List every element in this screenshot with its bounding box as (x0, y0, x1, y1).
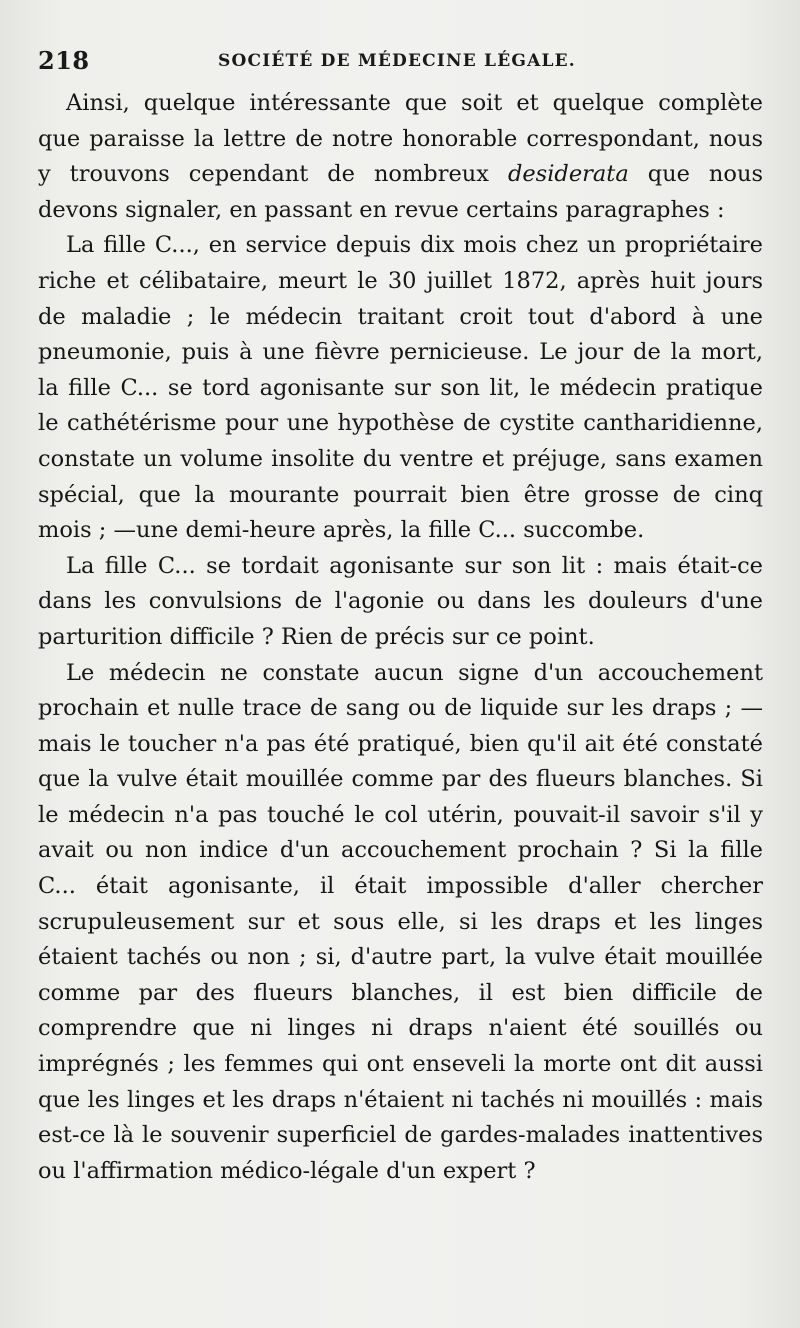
paragraph-agony-question: La fille C... se tordait agonisante sur son lit : mais était-ce dans les convulsions de l'agonie ou dans les douleurs d'une parturition difficile ? Rien de précis sur ce point. (38, 552, 763, 650)
paragraph-case-summary: La fille C..., en service depuis dix mois chez un propriétaire riche et célibataire, meurt le 30 juillet 1872, après huit jours de maladie ; le médecin traitant croit tout d'abord à une pneumonie, puis à une fièvre pernicieuse. Le jour de la mort, la fille C... se tord agonisante sur son lit, le médecin pratique le cathétérisme pour une hypothèse de cystite cantharidienne, constate un volume insolite du ventre et préjuge, sans examen spécial, que la mourante pourrait bien être grosse de cinq mois ; —une demi-heure après, la fille C... succombe. (38, 232, 763, 544)
paragraph-text: Ainsi, quelque intéressante que soit et quelque complète que paraisse la lettre de notre honorable correspondant, nous y trouvons cependant de nombreux (38, 90, 763, 188)
italic-term: desiderata (507, 161, 629, 188)
running-title: SOCIÉTÉ DE MÉDECINE LÉGALE. (218, 51, 576, 71)
paragraph-text: que nous devons signaler, en passant en revue certains paragraphes : (38, 161, 764, 223)
paragraph-examination: Le médecin ne constate aucun signe d'un accouchement prochain et nulle trace de sang ou de liquide sur les draps ; — mais le toucher n'a pas été pratiqué, bien qu'il ait été constaté que la vulve était mouillée comme par des flueurs blanches. Si le médecin n'a pas touché le col utérin, pouvait-il savoir s'il y avait ou non indice d'un accouchement prochain ? Si la fille C... était agonisante, il était impossible d'aller chercher scrupuleusement sur et sous elle, si les draps et les linges étaient tachés ou non ; si, d'autre part, la vulve était mouillée comme par des flueurs blanches, il est bien difficile de comprendre que ni linges ni draps n'aient été souillés ou imprégnés ; les femmes qui ont enseveli la morte ont dit aussi que les linges et les draps n'étaient ni tachés ni mouillés : mais est-ce là le souvenir superficiel de gardes-malades inattentives ou l'affirmation médico-légale d'un expert ? (38, 659, 763, 1184)
body-text (38, 86, 763, 1189)
page-number: 218 (38, 46, 90, 75)
page-header (38, 46, 760, 76)
paragraph-desiderata (38, 86, 763, 228)
